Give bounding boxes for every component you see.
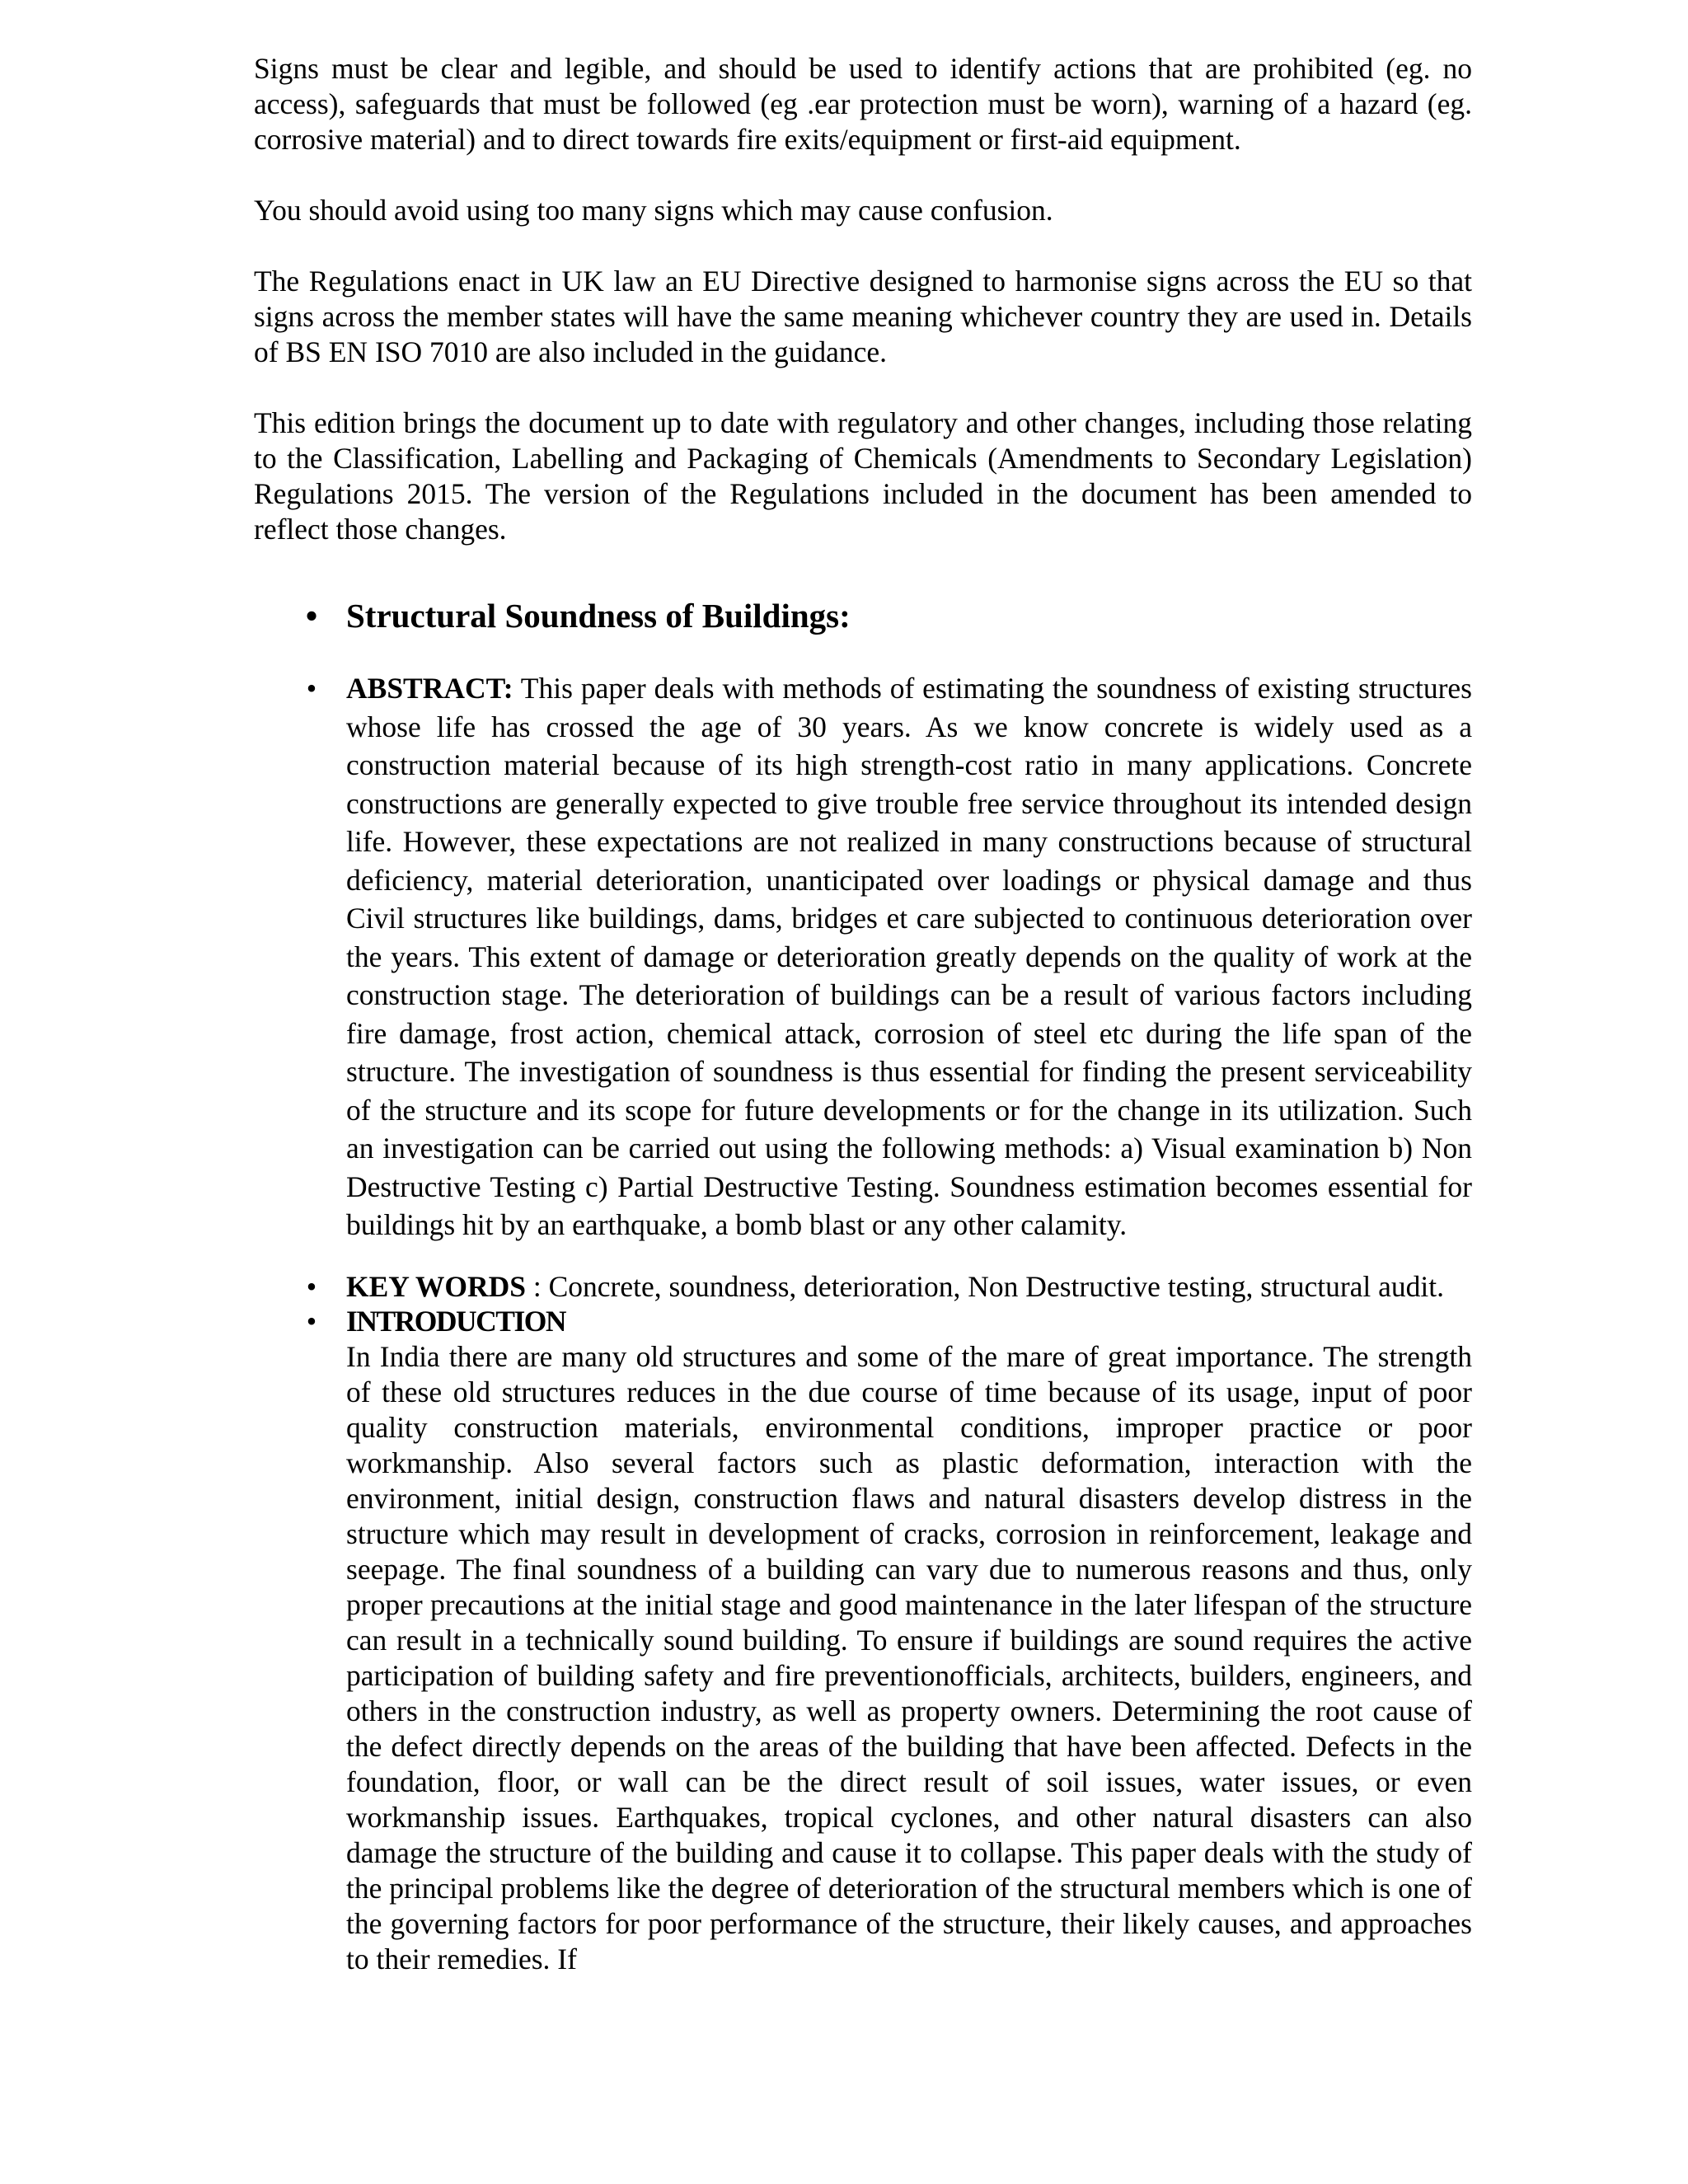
paragraph-signs: Signs must be clear and legible, and should be used to identify actions that are prohibited (eg. no access), safeguards that must be followed (eg .ear protection must be worn), warning of a hazard (eg. corrosive material) and to direct towards fire exits/equipment or first-aid equipment.: [254, 52, 1472, 156]
section-heading: [254, 595, 1472, 636]
paragraph-regulations: The Regulations enact in UK law an EU Directive designed to harmonise signs across the EU so that signs across the member states will have the same meaning whichever country they are used in. Details of BS EN ISO 7010 are also included in the guidance.: [254, 265, 1472, 368]
document-page: [254, 51, 1472, 1977]
keywords-text: : Concrete, soundness, deterioration, Non Destructive testing, structural audit.: [525, 1269, 1445, 1303]
keywords-label: KEY WORDS: [346, 1269, 526, 1303]
bullet-icon: •: [306, 1269, 317, 1303]
paragraph-avoid-signs: You should avoid using too many signs which may cause confusion.: [254, 194, 1053, 227]
section-heading-text: Structural Soundness of Buildings:: [346, 597, 851, 635]
abstract-label: ABSTRACT:: [346, 672, 513, 705]
bullet-icon: •: [306, 1304, 317, 1338]
introduction-label: INTRODUCTION: [346, 1304, 566, 1338]
keywords-item: [254, 1269, 1472, 1304]
abstract-text: This paper deals with methods of estimating the soundness of existing structures whose life has crossed the age of 30 years. As we know concrete is widely used as a construction material because of its high strength-cost ratio in many applications. Concrete constructions are generally expected to give trouble free service throughout its intended design life. However, these expectations are not realized in many constructions because of structural deficiency, material deterioration, unanticipated over loadings or physical damage and thus Civil structures like buildings, dams, bridges et care subjected to continuous deterioration over the years. This extent of damage or deterioration greatly depends on the quality of work at the construction stage. The deterioration of buildings can be a result of various factors including fire damage, frost action, chemical attack, corrosion of steel etc during the life span of the structure. The investigation of soundness is thus essential for finding the present serviceability of the structure and its scope for future developments or for the change in its utilization. Such an investigation can be carried out using the following methods: a) Visual examination b) Non Destructive Testing c) Partial Destructive Testing. Soundness estimation becomes essential for buildings hit by an earthquake, a bomb blast or any other calamity.: [346, 672, 1472, 1241]
bullet-icon: •: [305, 597, 318, 635]
introduction-item: [254, 1304, 1472, 1977]
paragraph-edition: This edition brings the document up to date with regulatory and other changes, including those relating to the Classification, Labelling and Packaging of Chemicals (Amendments to Secondary Legislation) Regulations 2015. The version of the Regulations included in the document has been amended to reflect those changes.: [254, 406, 1472, 546]
abstract-item: [254, 669, 1472, 1244]
introduction-text: In India there are many old structures and some of the mare of great importance. The strength of these old structures reduces in the due course of time because of its usage, input of poor quality construction materials, environmental conditions, improper practice or poor workmanship. Also several factors such as plastic deformation, interaction with the environment, initial design, construction flaws and natural disasters develop distress in the structure which may result in development of cracks, corrosion in reinforcement, leakage and seepage. The final soundness of a building can vary due to numerous reasons and thus, only proper precautions at the initial stage and good maintenance in the later lifespan of the structure can result in a technically sound building. To ensure if buildings are sound requires the active participation of building safety and fire preventionofficials, architects, builders, engineers, and others in the construction industry, as well as property owners. Determining the root cause of the defect directly depends on the areas of the building that have been affected. Defects in the foundation, floor, or wall can be the direct result of soil issues, water issues, or even workmanship issues. Earthquakes, tropical cyclones, and other natural disasters can also damage the structure of the building and cause it to collapse. This paper deals with the study of the principal problems like the degree of deterioration of the structural members which is one of the governing factors for poor performance of the structure, their likely causes, and approaches to their remedies. If: [346, 1339, 1472, 1975]
bullet-icon: •: [306, 672, 317, 705]
bullet-list: [254, 595, 1472, 1977]
